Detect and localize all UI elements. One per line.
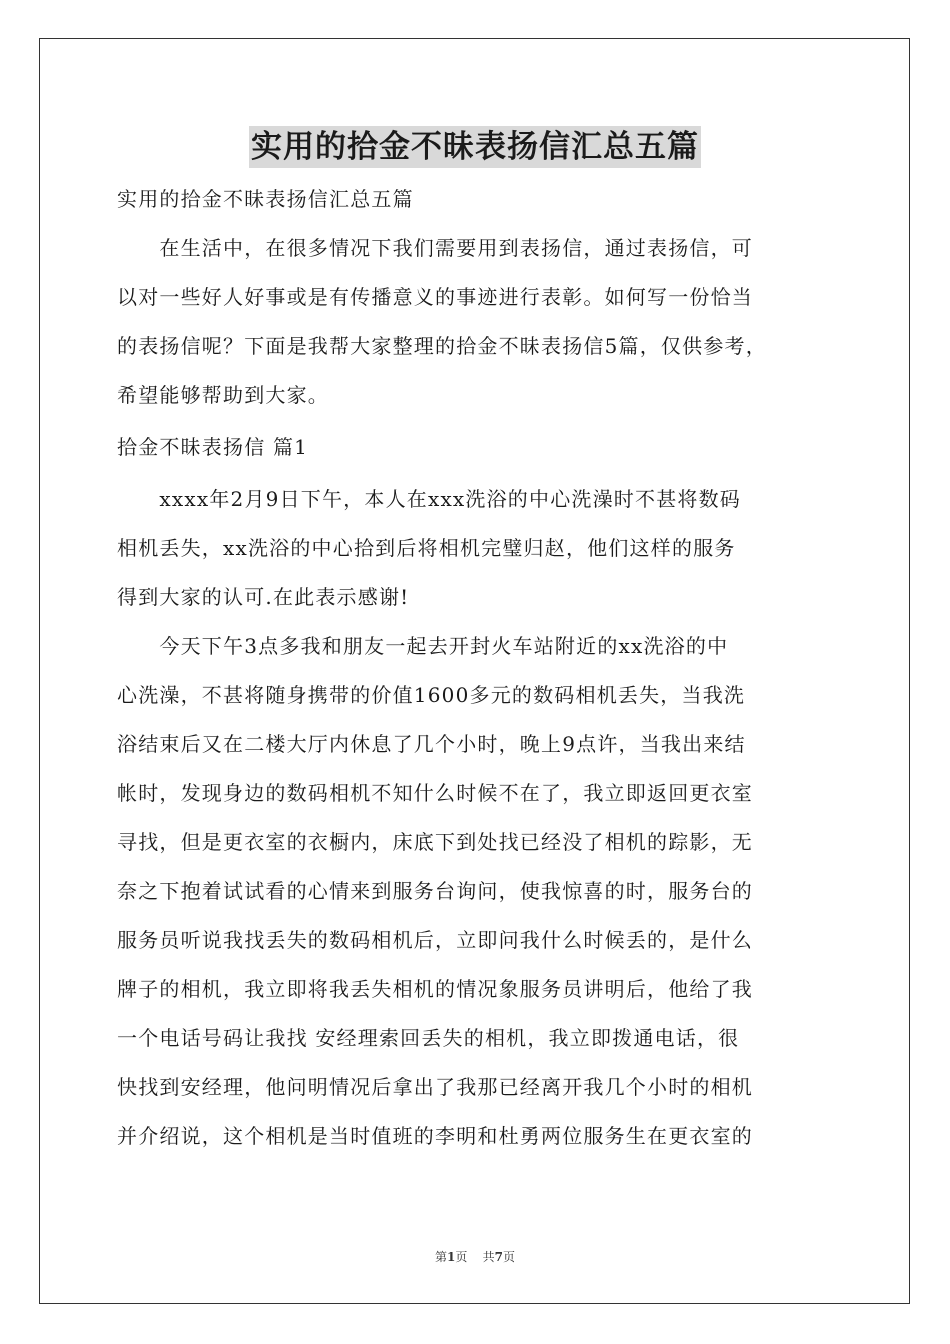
text-line: 浴结束后又在二楼大厅内休息了几个小时，晚上9点许，当我出来结 bbox=[117, 732, 746, 756]
footer-total-pages: 7 bbox=[494, 1250, 503, 1264]
text-line: xxxx年2月9日下午，本人在xxx洗浴的中心洗澡时不甚将数码 bbox=[117, 487, 742, 511]
text-line: 服务员听说我找丢失的数码相机后，立即问我什么时候丢的，是什么 bbox=[117, 928, 753, 952]
footer-page-number: 1 bbox=[447, 1250, 456, 1264]
text-line: 快找到安经理，他问明情况后拿出了我那已经离开我几个小时的相机 bbox=[117, 1075, 753, 1099]
text-line: 一个电话号码让我找 安经理索回丢失的相机，我立即拨通电话，很 bbox=[117, 1026, 740, 1050]
section-heading: 拾金不昧表扬信 篇1 bbox=[117, 435, 309, 459]
text-line: 希望能够帮助到大家。 bbox=[117, 383, 329, 407]
footer-suffix: 页 bbox=[502, 1250, 515, 1264]
text-line: 相机丢失，xx洗浴的中心拾到后将相机完璧归赵，他们这样的服务 bbox=[117, 536, 736, 560]
text-line: 在生活中，在很多情况下我们需要用到表扬信，通过表扬信，可 bbox=[117, 236, 753, 260]
text-line: 得到大家的认可.在此表示感谢! bbox=[117, 585, 410, 609]
text-line: 牌子的相机，我立即将我丢失相机的情况象服务员讲明后，他给了我 bbox=[117, 977, 753, 1001]
text-line: 心洗澡，不甚将随身携带的价值1600多元的数码相机丢失，当我洗 bbox=[117, 683, 746, 707]
text-line: 今天下午3点多我和朋友一起去开封火车站附近的xx洗浴的中 bbox=[117, 634, 729, 658]
subtitle-line: 实用的拾金不昧表扬信汇总五篇 bbox=[117, 187, 414, 211]
text-line: 寻找，但是更衣室的衣橱内，床底下到处找已经没了相机的踪影，无 bbox=[117, 830, 753, 854]
footer-prefix: 第 bbox=[434, 1250, 447, 1264]
title-wrap bbox=[0, 126, 950, 168]
text-line: 奈之下抱着试试看的心情来到服务台询问，使我惊喜的时，服务台的 bbox=[117, 879, 753, 903]
text-line: 帐时，发现身边的数码相机不知什么时候不在了，我立即返回更衣室 bbox=[117, 781, 753, 805]
page-border bbox=[39, 38, 910, 1304]
page-footer bbox=[0, 1248, 950, 1265]
document-title: 实用的拾金不昧表扬信汇总五篇 bbox=[249, 126, 701, 168]
text-line: 以对一些好人好事或是有传播意义的事迹进行表彰。如何写一份恰当 bbox=[117, 285, 753, 309]
footer-mid: 页 共 bbox=[455, 1250, 495, 1264]
text-line: 的表扬信呢？下面是我帮大家整理的拾金不昧表扬信5篇，仅供参考， bbox=[117, 334, 767, 358]
text-line: 并介绍说，这个相机是当时值班的李明和杜勇两位服务生在更衣室的 bbox=[117, 1124, 753, 1148]
